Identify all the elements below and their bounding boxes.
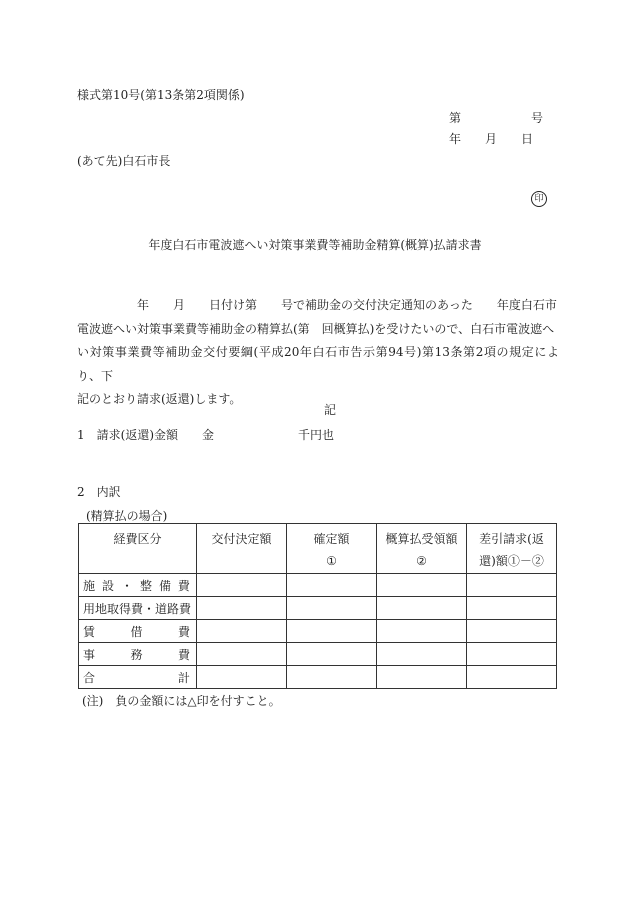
item-1-unit: 千円也 — [298, 428, 335, 442]
amount-cell — [197, 643, 287, 666]
amount-cell — [467, 574, 557, 597]
item-1-label: 1 請求(返還)金額 — [77, 428, 178, 442]
amount-cell — [287, 574, 377, 597]
seal-mark-icon: 印 — [531, 191, 547, 207]
doc-number-prefix: 第 — [449, 111, 462, 125]
amount-cell — [467, 666, 557, 689]
amount-cell — [287, 597, 377, 620]
table-header-row — [79, 524, 557, 574]
row-label: 用地取得費・道路費 — [79, 597, 197, 620]
table-row — [79, 666, 557, 689]
breakdown-table — [78, 523, 557, 689]
header-cell: 交付決定額 — [197, 524, 287, 574]
header-cell: 概算払受領額 ② — [377, 524, 467, 574]
document-date — [449, 130, 533, 147]
amount-cell — [197, 620, 287, 643]
amount-cell — [377, 597, 467, 620]
addressee: (あて先)白石市長 — [77, 154, 171, 168]
body-line: い対策事業費等補助金交付要綱(平成20年白石市告示第94号)第13条第2項の規定により、下 — [77, 345, 559, 383]
item-1-request-amount — [77, 426, 334, 443]
header-cell: 確定額 ① — [287, 524, 377, 574]
body-line: 年 月 日付け第 号で補助金の交付決定通知のあった 年度白石市 — [137, 298, 557, 312]
body-line: 電波遮へい対策事業費等補助金の精算払(第 回概算払)を受けたいので、白石市電波遮へ — [77, 321, 555, 336]
amount-cell — [467, 620, 557, 643]
item-1-currency: 金 — [202, 428, 215, 442]
amount-cell — [377, 620, 467, 643]
table-caption: (精算払の場合) — [86, 509, 168, 523]
date-day: 日 — [521, 132, 534, 146]
header-cell: 経費区分 — [79, 524, 197, 574]
amount-cell — [287, 666, 377, 689]
row-label: 賃 借 費 — [79, 620, 197, 643]
table-row — [79, 620, 557, 643]
row-label: 施 設 ・ 整 備 費 — [79, 574, 197, 597]
table-row — [79, 643, 557, 666]
header-cell: 差引請求(返 還)額①－② — [467, 524, 557, 574]
ki-heading: 記 — [323, 403, 336, 417]
form-number-label: 様式第10号(第13条第2項関係) — [77, 88, 245, 102]
row-label: 合 計 — [79, 666, 197, 689]
body-paragraph — [77, 294, 559, 412]
table-note: (注) 負の金額には△印を付すこと。 — [82, 694, 281, 708]
table-row — [79, 574, 557, 597]
amount-cell — [197, 574, 287, 597]
amount-cell — [467, 643, 557, 666]
document-number — [449, 109, 543, 126]
item-2-breakdown: 2 内訳 — [77, 485, 121, 499]
date-year: 年 — [449, 132, 462, 146]
amount-cell — [287, 643, 377, 666]
body-line: 記のとおり請求(返還)します。 — [77, 392, 242, 406]
amount-cell — [377, 643, 467, 666]
amount-cell — [197, 666, 287, 689]
amount-cell — [467, 597, 557, 620]
amount-cell — [287, 620, 377, 643]
document-title: 年度白石市電波遮へい対策事業費等補助金精算(概算)払請求書 — [148, 238, 482, 252]
amount-cell — [197, 597, 287, 620]
amount-cell — [377, 574, 467, 597]
amount-cell — [377, 666, 467, 689]
row-label: 事 務 費 — [79, 643, 197, 666]
table-row — [79, 597, 557, 620]
date-month: 月 — [485, 132, 498, 146]
doc-number-suffix: 号 — [531, 111, 544, 125]
